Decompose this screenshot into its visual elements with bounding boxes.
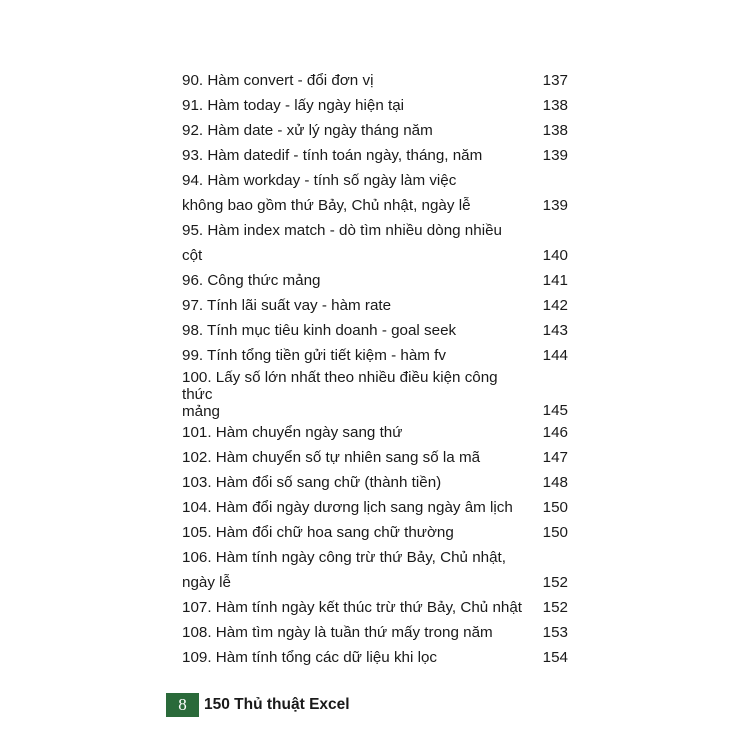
toc-entry (182, 595, 568, 620)
toc-entry-title: 100. Lấy số lớn nhất theo nhiều điều kiện công thức (182, 369, 498, 403)
toc-entry (182, 620, 568, 645)
book-title: 150 Thủ thuật Excel (204, 696, 350, 713)
toc-entry (182, 143, 568, 168)
toc-entry-title: 98. Tính mục tiêu kinh doanh - goal seek (182, 322, 457, 339)
toc-entry-page: 141 (542, 272, 568, 289)
toc-entry (182, 470, 568, 495)
toc-entry-title-continued: không bao gồm thứ Bảy, Chủ nhật, ngày lễ (182, 197, 471, 214)
toc-entry (182, 93, 568, 118)
toc-entry (182, 645, 568, 670)
toc-entry-title: 92. Hàm date - xử lý ngày tháng năm (182, 122, 433, 139)
toc-entry-page: 139 (542, 147, 568, 164)
toc-entry-page: 139 (542, 197, 568, 214)
toc-entry-title: 107. Hàm tính ngày kết thúc trừ thứ Bảy, Chủ nhật (182, 599, 523, 616)
toc-entry (182, 168, 568, 218)
toc-entry-page: 140 (542, 247, 568, 264)
toc-entry-page: 138 (542, 97, 568, 114)
toc-entry-page: 150 (542, 524, 568, 541)
toc-entry-title: 102. Hàm chuyển số tự nhiên sang số la mã (182, 449, 481, 466)
toc-entry-page: 153 (542, 624, 568, 641)
toc-entry (182, 495, 568, 520)
toc-entry (182, 343, 568, 368)
toc-entry-title: 96. Công thức mảng (182, 272, 321, 289)
toc-entry (182, 218, 568, 268)
toc-entry-page: 138 (542, 122, 568, 139)
toc-entry-title: 104. Hàm đổi ngày dương lịch sang ngày âm lịch (182, 499, 513, 516)
toc-entry-title: 103. Hàm đổi số sang chữ (thành tiền) (182, 474, 442, 491)
page-number-badge: 8 (166, 693, 199, 717)
toc-entry-page: 152 (542, 599, 568, 616)
toc-entry-page: 143 (542, 322, 568, 339)
toc-entry (182, 545, 568, 595)
toc-entry-title: 93. Hàm datedif - tính toán ngày, tháng, năm (182, 147, 483, 164)
toc-entry (182, 68, 568, 93)
toc-entry-title: 94. Hàm workday - tính số ngày làm việc (182, 172, 457, 189)
toc-entry-title: 90. Hàm convert - đổi đơn vị (182, 72, 374, 89)
toc-entry-page: 142 (542, 297, 568, 314)
toc-entry (182, 445, 568, 470)
toc-entry (182, 318, 568, 343)
toc-entry-page: 147 (542, 449, 568, 466)
toc-entry-title-continued: ngày lễ (182, 574, 231, 591)
toc-entry-page: 148 (542, 474, 568, 491)
toc-entry-page: 137 (542, 72, 568, 89)
toc-entry (182, 268, 568, 293)
toc-entry-page: 150 (542, 499, 568, 516)
toc-entry-title: 91. Hàm today - lấy ngày hiện tại (182, 97, 405, 114)
toc-entry (182, 118, 568, 143)
table-of-contents (182, 68, 568, 670)
toc-entry (182, 293, 568, 318)
toc-entry (182, 520, 568, 545)
toc-entry-page: 154 (542, 649, 568, 666)
toc-entry-title: 108. Hàm tìm ngày là tuần thứ mấy trong năm (182, 624, 493, 641)
toc-entry-page: 144 (542, 347, 568, 364)
toc-entry-title-continued: mảng (182, 403, 220, 420)
toc-entry-title: 95. Hàm index match - dò tìm nhiều dòng nhiều cột (182, 222, 502, 264)
toc-entry-page: 145 (542, 402, 568, 419)
toc-entry-title: 109. Hàm tính tổng các dữ liệu khi lọc (182, 649, 437, 666)
page-footer (166, 692, 350, 718)
toc-entry-page: 146 (542, 424, 568, 441)
toc-entry-page: 152 (542, 574, 568, 591)
toc-entry (182, 420, 568, 445)
toc-entry-title: 97. Tính lãi suất vay - hàm rate (182, 297, 392, 314)
toc-entry (182, 368, 568, 420)
toc-entry-title: 99. Tính tổng tiền gửi tiết kiệm - hàm fv (182, 347, 446, 364)
toc-entry-title: 106. Hàm tính ngày công trừ thứ Bảy, Chủ nhật, (182, 549, 506, 566)
toc-entry-title: 105. Hàm đổi chữ hoa sang chữ thường (182, 524, 454, 541)
toc-entry-title: 101. Hàm chuyển ngày sang thứ (182, 424, 403, 441)
